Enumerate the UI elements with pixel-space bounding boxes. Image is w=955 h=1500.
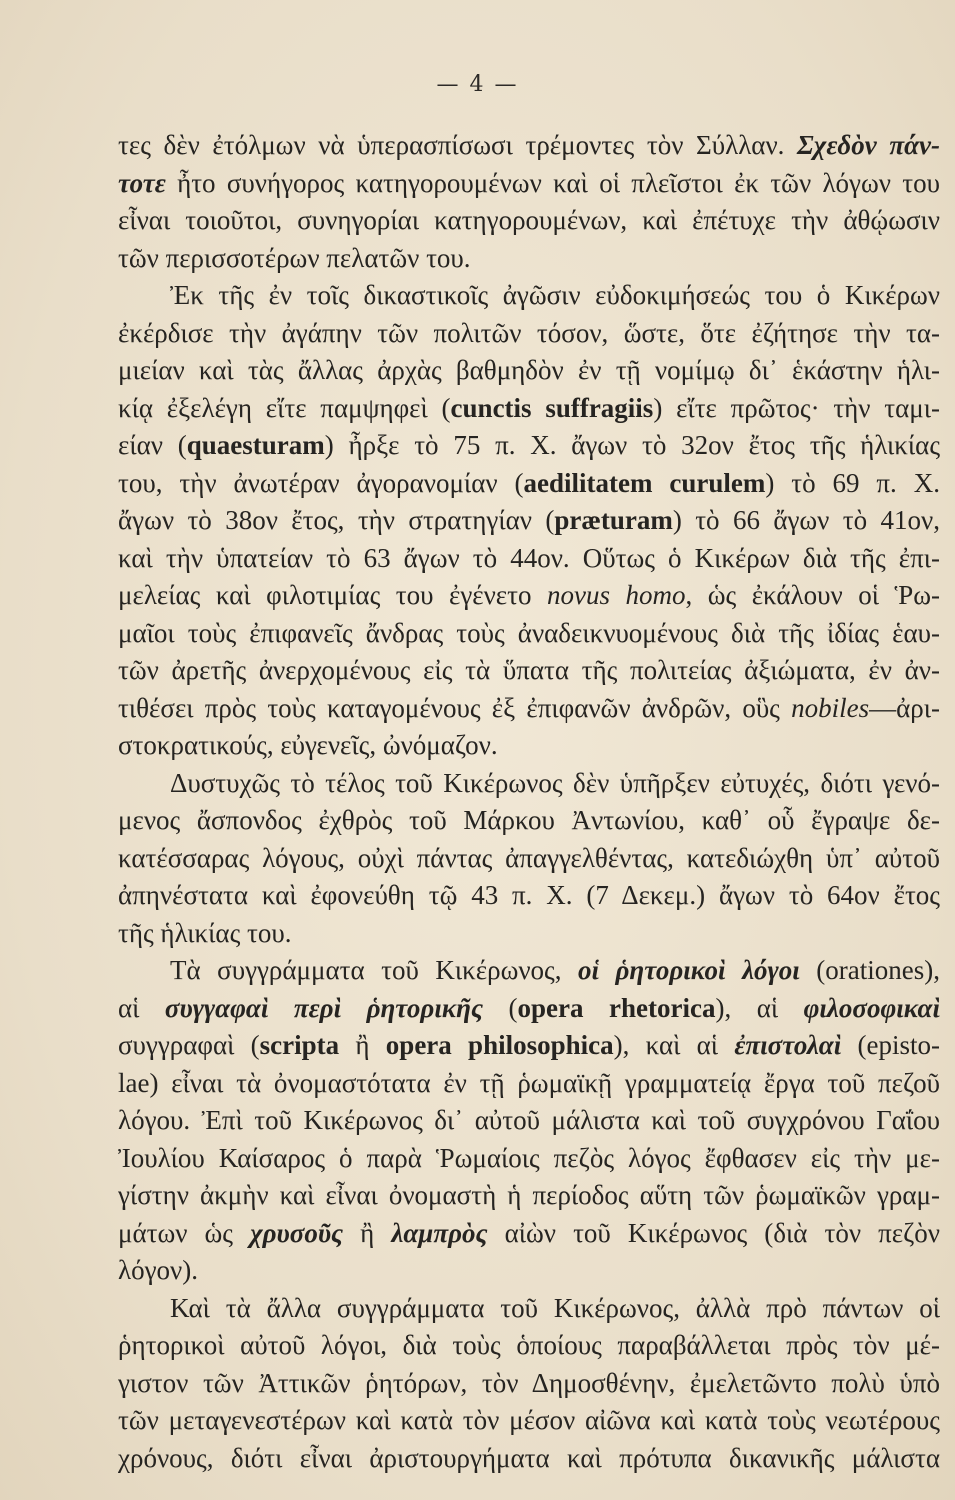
- text-line: [118, 1027, 940, 1065]
- text-segment: χρυσοῦς: [250, 1217, 344, 1248]
- text-segment: μελείας καὶ φιλοτιμίας του ἐγένετο: [118, 580, 547, 610]
- text-line: [118, 1440, 940, 1478]
- text-line: [118, 915, 940, 953]
- text-line: [118, 727, 940, 765]
- text-segment: τιθέσει πρὸς τοὺς καταγομένους ἐξ ἐπιφανῶν ἀνδρῶν, οὓς: [118, 692, 792, 723]
- text-segment: μιείαν καὶ τὰς ἄλλας ἀρχὰς βαθμηδὸν ἐν τῇ νομίμῳ δι᾿ ἑκάστην ἡλι-: [118, 355, 940, 385]
- text-segment: præturam: [554, 505, 673, 535]
- text-segment: ) τὸ 66 ἄγων τὸ 41ον,: [672, 505, 940, 535]
- text-line: [118, 1177, 940, 1215]
- text-line: [118, 802, 940, 840]
- text-line: [118, 240, 940, 278]
- text-segment: (: [482, 992, 518, 1023]
- text-segment: συγγαφαὶ περὶ ῥητορικῆς: [164, 992, 483, 1023]
- text-line: [118, 1065, 940, 1103]
- text-segment: nobiles: [791, 692, 870, 723]
- text-line: [118, 577, 940, 615]
- text-line: [118, 427, 940, 465]
- body-text: [118, 127, 940, 1477]
- text-segment: quaesturam: [186, 430, 325, 460]
- text-segment: , ὡς ἐκάλουν οἱ Ῥω-: [685, 580, 940, 610]
- text-segment: λόγον).: [118, 1255, 198, 1285]
- text-segment: τῶν μεταγενεστέρων καὶ κατὰ τὸν μέσον αἰῶνα καὶ κατὰ τοὺς νεωτέρους: [118, 1405, 940, 1435]
- text-segment: μάτων ὡς: [118, 1217, 251, 1248]
- text-line: [118, 390, 940, 428]
- text-segment: τοτε: [118, 167, 166, 198]
- text-segment: γιστον τῶν Ἀττικῶν ῥητόρων, τὸν Δημοσθένην, ἐμελετῶντο πολὺ ὑπὸ: [118, 1367, 940, 1398]
- text-segment: εἶναι τοιοῦτοι, συνηγορίαι κατηγορουμένων, καὶ ἐπέτυχε τὴν ἀθῴωσιν: [118, 205, 940, 235]
- text-line: [118, 315, 940, 353]
- text-segment: καὶ τὴν ὑπατείαν τὸ 63 ἄγων τὸ 44ον. Οὕτως ὁ Κικέρων διὰ τῆς ἐπι-: [118, 542, 940, 573]
- text-line: [118, 690, 940, 728]
- text-segment: Ἐκ τῆς ἐν τοῖς δικαστικοῖς ἀγῶσιν εὐδοκιμήσεώς του ὁ Κικέρων: [170, 280, 940, 310]
- text-segment: γίστην ἀκμὴν καὶ εἶναι ὀνομαστὴ ἡ περίοδος αὕτη τῶν ῥωμαϊκῶν γραμ-: [118, 1180, 940, 1210]
- text-line: [118, 277, 940, 315]
- text-segment: opera philosophica: [385, 1030, 614, 1060]
- text-segment: lae) εἶναι τὰ ὀνομαστότατα ἐν τῇ ῥωμαϊκῇ γραμματείᾳ ἔργα τοῦ πεζοῦ: [118, 1067, 940, 1098]
- text-segment: αἰὼν τοῦ Κικέρωνος (διὰ τὸν πεζὸν: [487, 1217, 940, 1248]
- text-segment: οἱ ῥητορικοὶ λόγοι: [578, 955, 800, 985]
- text-segment: τες δὲν ἐτόλμων νὰ ὑπερασπίσωσι τρέμοντες τὸν Σύλλαν.: [118, 130, 798, 160]
- text-line: [118, 1365, 940, 1403]
- text-line: [118, 1290, 940, 1328]
- text-segment: συγγραφαὶ (: [118, 1030, 260, 1060]
- text-line: [118, 540, 940, 578]
- text-segment: ῥητορικοὶ αὐτοῦ λόγοι, διὰ τοὺς ὁποίους παραβάλλεται πρὸς τὸν μέ-: [118, 1330, 940, 1360]
- text-segment: ἢ: [343, 1217, 392, 1248]
- text-segment: Καὶ τὰ ἄλλα συγγράμματα τοῦ Κικέρωνος, ἀλλὰ πρὸ πάντων οἱ: [170, 1292, 940, 1323]
- page-number: — 4 —: [436, 72, 519, 97]
- text-segment: (episto-: [841, 1030, 940, 1060]
- text-segment: μενος ἄσπονδος ἐχθρὸς τοῦ Μάρκου Ἀντωνίου, καθ᾿ οὗ ἔγραψε δε-: [118, 805, 940, 835]
- text-segment: novus homo: [547, 580, 686, 610]
- text-segment: Σχεδὸν πάν-: [797, 130, 940, 160]
- text-line: [118, 202, 940, 240]
- text-segment: στοκρατικούς, εὐγενεῖς, ὠνόμαζον.: [118, 730, 498, 760]
- text-segment: μαῖοι τοὺς ἐπιφανεῖς ἄνδρας τοὺς ἀναδεικνυομένους διὰ τῆς ἰδίας ἑαυ-: [118, 617, 940, 648]
- text-segment: ἢ: [339, 1030, 386, 1060]
- text-line: [118, 765, 940, 803]
- text-segment: ) εἴτε πρῶτος· τὴν ταμι-: [653, 392, 940, 423]
- text-line: [118, 1215, 940, 1253]
- text-segment: ἄγων τὸ 38ον ἔτος, τὴν στρατηγίαν (: [118, 505, 555, 535]
- text-line: [118, 165, 940, 203]
- text-segment: λαμπρὸς: [391, 1217, 488, 1248]
- text-segment: ) τὸ 69 π. Χ.: [765, 467, 940, 498]
- text-segment: τῶν περισσοτέρων πελατῶν του.: [118, 242, 471, 273]
- text-segment: φιλοσοφικαὶ: [803, 992, 940, 1023]
- text-segment: ) ἦρξε τὸ 75 π. Χ. ἄγων τὸ 32ον ἔτος τῆς ἡλικίας: [324, 430, 940, 460]
- text-segment: είαν (: [118, 430, 187, 460]
- text-line: [118, 952, 940, 990]
- text-line: [118, 465, 940, 503]
- text-segment: αἱ: [118, 992, 165, 1023]
- text-line: [118, 1402, 940, 1440]
- text-segment: ), αἱ: [715, 992, 804, 1023]
- text-segment: κατέσσαρας λόγους, οὐχὶ πάντας ἀπαγγελθέντας, κατεδιώχθη ὑπ᾿ αὐτοῦ: [118, 842, 940, 873]
- text-line: [118, 1252, 940, 1290]
- text-segment: —ἀρι-: [869, 692, 940, 723]
- text-line: [118, 502, 940, 540]
- text-line: [118, 615, 940, 653]
- text-segment: cunctis suffragiis: [450, 392, 654, 423]
- text-segment: χρόνους, διότι εἶναι ἀριστουργήματα καὶ πρότυπα δικανικῆς μάλιστα: [118, 1442, 940, 1473]
- text-segment: ἐπιστολαὶ: [734, 1030, 842, 1060]
- text-segment: scripta: [259, 1030, 340, 1060]
- text-line: [118, 1140, 940, 1178]
- text-line: [118, 1102, 940, 1140]
- text-segment: ἐκέρδισε τὴν ἀγάπην τῶν πολιτῶν τόσον, ὥστε, ὅτε ἐζήτησε τὴν τα-: [118, 317, 940, 348]
- text-segment: τῆς ἡλικίας του.: [118, 917, 292, 948]
- text-segment: του, τὴν ἀνωτέραν ἀγορανομίαν (: [118, 467, 524, 498]
- text-segment: opera rhetorica: [517, 992, 716, 1023]
- text-line: [118, 877, 940, 915]
- text-segment: Ἰουλίου Καίσαρος ὁ παρὰ Ῥωμαίοις πεζὸς λόγος ἔφθασεν εἰς τὴν με-: [118, 1142, 940, 1173]
- text-line: [118, 352, 940, 390]
- text-segment: τῶν ἀρετῆς ἀνερχομένους εἰς τὰ ὕπατα τῆς πολιτείας ἀξιώματα, ἐν ἀν-: [118, 655, 940, 685]
- text-segment: ), καὶ αἱ: [613, 1030, 735, 1060]
- text-segment: Τὰ συγγράμματα τοῦ Κικέρωνος,: [170, 955, 579, 985]
- text-segment: κίᾳ ἐξελέγη εἴτε παμψηφεὶ (: [118, 392, 451, 423]
- text-line: [118, 127, 940, 165]
- text-line: [118, 990, 940, 1028]
- text-segment: ἦτο συνήγορος κατηγορουμένων καὶ οἱ πλεῖστοι ἐκ τῶν λόγων του: [165, 167, 940, 198]
- text-segment: ἀπηνέστατα καὶ ἐφονεύθη τῷ 43 π. Χ. (7 Δεκεμ.) ἄγων τὸ 64ον ἔτος: [118, 880, 940, 910]
- text-segment: aedilitatem curulem: [523, 467, 766, 498]
- text-line: [118, 652, 940, 690]
- text-segment: λόγου. Ἐπὶ τοῦ Κικέρωνος δι᾿ αὐτοῦ μάλιστα καὶ τοῦ συγχρόνου Γαΐου: [118, 1105, 940, 1135]
- text-line: [118, 840, 940, 878]
- text-segment: Δυστυχῶς τὸ τέλος τοῦ Κικέρωνος δὲν ὑπῆρξεν εὐτυχές, διότι γενό-: [170, 767, 940, 798]
- text-line: [118, 1327, 940, 1365]
- text-segment: (orationes),: [799, 955, 940, 985]
